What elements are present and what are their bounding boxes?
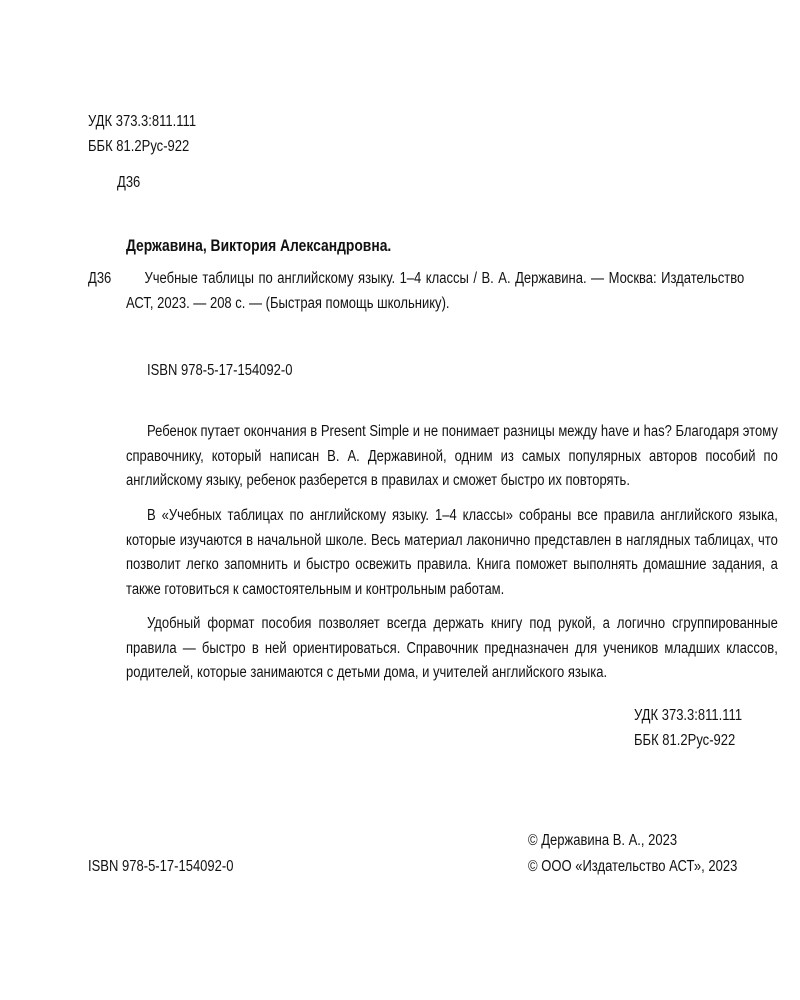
annotation-paragraph-3: Удобный формат пособия позволяет всегда держать книгу под рукой, а логично сгруппированные правила — быстро в ней ориентироваться. Справочник предназначен для учеников младших классов, родителей, которые занимаются с детьми дома, и учителей английского языка. bbox=[126, 615, 778, 681]
bbk-code: ББК 81.2Рус-922 bbox=[88, 138, 190, 155]
copyright-publisher: © ООО «Издательство АСТ», 2023 bbox=[528, 858, 738, 875]
annotation-paragraph-2: В «Учебных таблицах по английскому языку. 1–4 классы» собраны все правила английского языка, которые изучаются в начальной школе. Весь материал лаконично представлен в наглядных таблицах, что позволит легко запомнить и быстро освежить правила. Книга поможет выполнять домашние задания, а также готовиться к самостоятельным и контрольным работам. bbox=[126, 507, 778, 598]
copyright-author: © Державина В. А., 2023 bbox=[528, 832, 678, 849]
udk-code-right: УДК 373.3:811.111 bbox=[634, 707, 743, 724]
record-isbn: ISBN 978-5-17-154092-0 bbox=[147, 362, 293, 379]
author-heading: Державина, Виктория Александровна. bbox=[126, 237, 392, 255]
record-author-mark: Д36 bbox=[88, 270, 112, 287]
annotation-paragraph-1: Ребенок путает окончания в Present Simple и не понимает разницы между have и has? Благодаря этому справочнику, который написан В. А. Державиной, одним из самых популярных авторов пособий по английскому языку, ребенок разберется в правилах и сможет быстро их повторять. bbox=[126, 423, 778, 489]
footer-isbn: ISBN 978-5-17-154092-0 bbox=[88, 858, 234, 875]
bbk-code-right: ББК 81.2Рус-922 bbox=[634, 732, 736, 749]
udk-code: УДК 373.3:811.111 bbox=[88, 113, 197, 130]
record-title: Учебные таблицы по английскому языку. 1–4 классы / В. А. Державина. — Москва: Издательство АСТ, 2023. — 208 с. — (Быстрая помощь школьнику). bbox=[126, 270, 745, 312]
author-mark: Д36 bbox=[117, 174, 141, 191]
